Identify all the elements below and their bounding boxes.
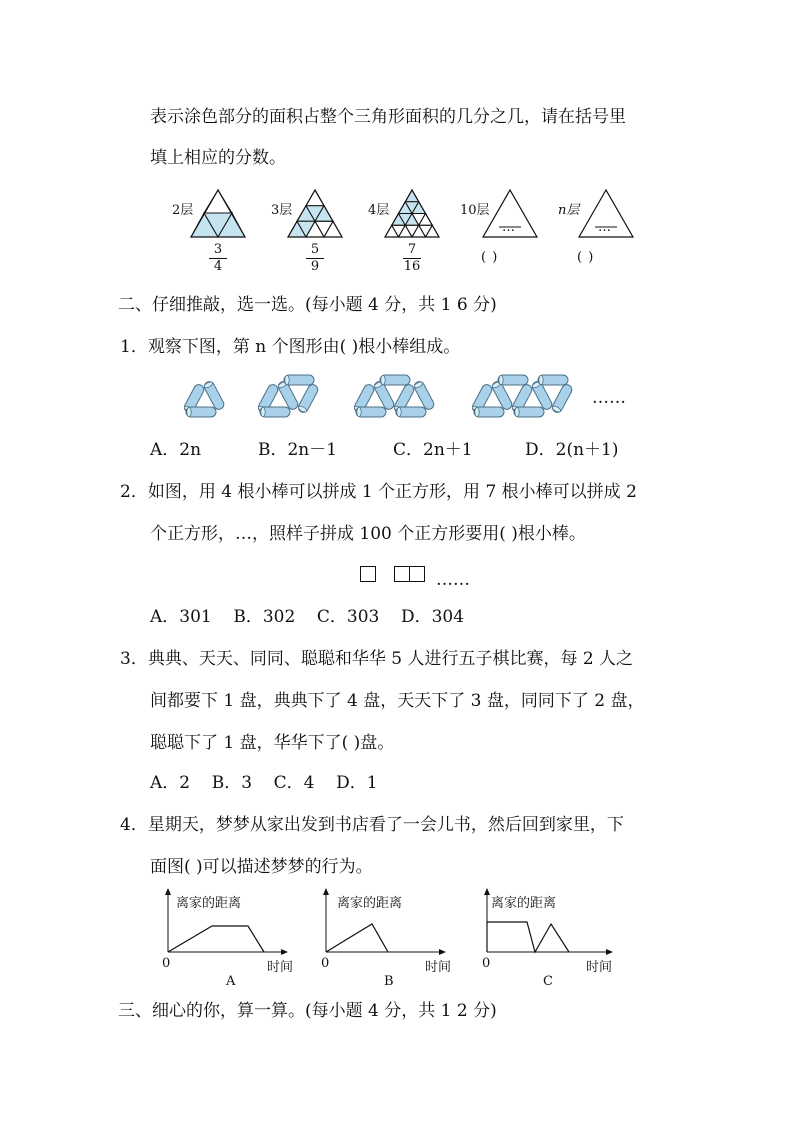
graph-a-ylabel: 离家的距离 <box>176 896 242 911</box>
q2-options[interactable]: A．301 B．302 C．303 D．304 <box>150 607 465 627</box>
intro-line-1: 表示涂色部分的面积占整个三角形面积的几分之几，请在括号里 <box>150 107 626 127</box>
fraction-3-layers <box>300 243 330 274</box>
tri-label-10: 10层 <box>460 203 490 218</box>
triangle-2-layers <box>190 189 246 239</box>
square-sticks-figure <box>360 566 430 582</box>
fraction-denominator: 9 <box>310 259 320 274</box>
q4-line-2: 面图( )可以描述梦梦的行为。 <box>150 857 373 877</box>
q2-line-1: 2．如图，用 4 根小棒可以拼成 1 个正方形，用 7 根小棒可以拼成 2 <box>120 482 637 502</box>
graph-b-ylabel: 离家的距离 <box>337 896 403 911</box>
graph-c-origin: 0 <box>482 956 491 971</box>
graph-c-name: C <box>543 974 553 989</box>
tri-label-4: 4层 <box>368 203 390 218</box>
tri-n-dots: … <box>598 220 611 235</box>
tri-label-3: 3层 <box>271 203 293 218</box>
fraction-2-layers <box>203 243 233 274</box>
fraction-denominator: 16 <box>403 259 421 274</box>
q1-option-b[interactable]: B．2n－1 <box>258 440 338 460</box>
triangle-4-layers <box>384 189 440 239</box>
stick-ellipsis: …… <box>592 388 626 408</box>
q2-line-2: 个正方形，…，照样子拼成 100 个正方形要用( )根小棒。 <box>150 524 586 544</box>
graph-a-origin: 0 <box>162 956 171 971</box>
fraction-numerator: 3 <box>213 242 223 257</box>
section-3-title: 三、细心的你，算一算。(每小题 4 分，共 1 2 分) <box>118 1001 497 1021</box>
q4-line-1: 4．星期天，梦梦从家出发到书店看了一会儿书，然后回到家里，下 <box>120 815 624 835</box>
tri-label-n: n层 <box>558 203 580 218</box>
q1-text: 1．观察下图，第 n 个图形由( )根小棒组成。 <box>120 337 461 357</box>
fraction-numerator: 7 <box>407 242 417 257</box>
tri-label-2: 2层 <box>172 203 194 218</box>
intro-line-2: 填上相应的分数。 <box>150 148 286 168</box>
graph-c-ylabel: 离家的距离 <box>491 896 557 911</box>
tri-10-dots: … <box>502 220 515 235</box>
q1-option-c[interactable]: C．2n＋1 <box>393 440 473 460</box>
q1-option-d[interactable]: D．2(n＋1) <box>525 440 619 460</box>
fraction-numerator: 5 <box>310 242 320 257</box>
answer-blank-10-layers[interactable]: ( ) <box>481 250 499 265</box>
graph-a-xlabel: 时间 <box>267 960 294 975</box>
fraction-denominator: 4 <box>213 259 223 274</box>
stick-figures <box>180 372 600 422</box>
q1-option-a[interactable]: A．2n <box>150 440 202 460</box>
graph-b-origin: 0 <box>321 956 330 971</box>
graph-c-xlabel: 时间 <box>586 960 613 975</box>
square-ellipsis: …… <box>436 570 470 590</box>
fraction-4-layers <box>397 243 427 274</box>
graph-b-xlabel: 时间 <box>425 960 452 975</box>
graph-a-name: A <box>226 974 236 989</box>
q3-line-2: 间都要下 1 盘，典典下了 4 盘，天天下了 3 盘，同同下了 2 盘， <box>150 691 645 711</box>
q3-line-3: 聪聪下了 1 盘，华华下了( )盘。 <box>150 733 395 753</box>
graph-b-name: B <box>384 974 394 989</box>
section-2-title: 二、仔细推敲，选一选。(每小题 4 分，共 1 6 分) <box>118 295 497 315</box>
answer-blank-n-layers[interactable]: ( ) <box>577 250 595 265</box>
q3-line-1: 3．典典、天天、同同、聪聪和华华 5 人进行五子棋比赛，每 2 人之 <box>120 649 634 669</box>
q3-options[interactable]: A．2 B．3 C．4 D．1 <box>150 773 378 793</box>
triangle-3-layers <box>287 189 343 239</box>
